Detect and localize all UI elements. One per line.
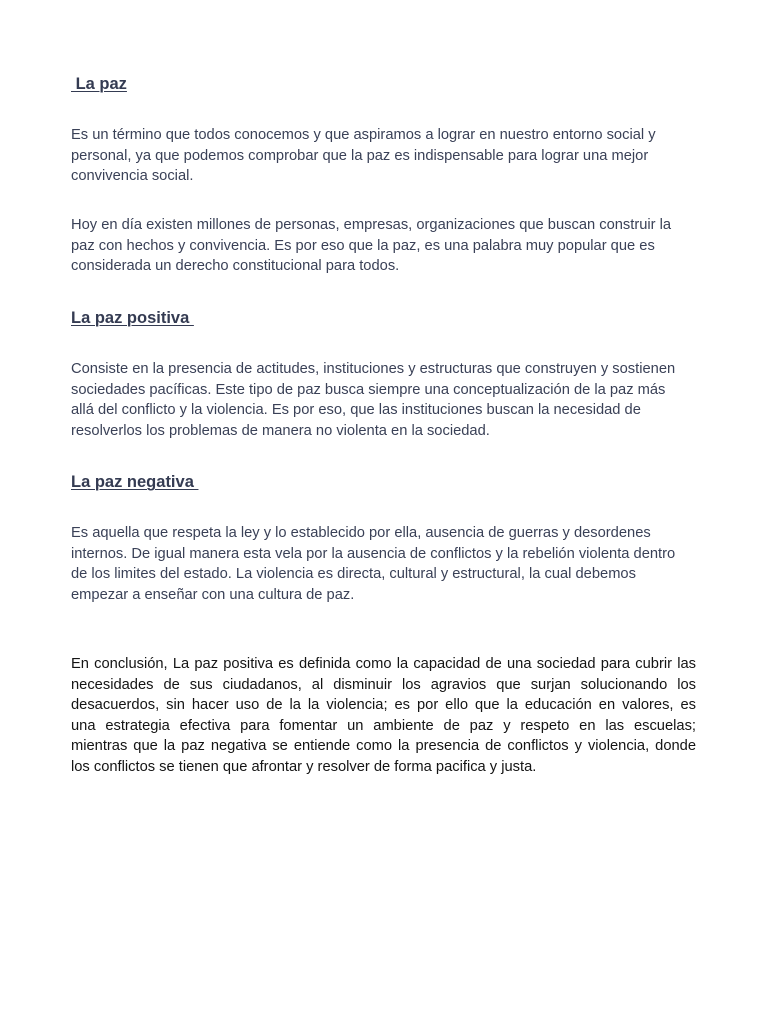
paragraph-la-paz-intro: Es un término que todos conocemos y que aspiramos a lograr en nuestro entorno social y personal, ya que podemos comprobar que la paz es indispensable para lograr una mejor convivencia social. [71, 127, 656, 184]
section-title-paz-positiva: La paz positiva [71, 309, 194, 327]
conclusion-line: una estrategia efectiva para fomentar un ambiente de paz y respeto en las escuelas; [71, 717, 696, 734]
conclusion-line: En conclusión, La paz positiva es definida como la capacidad de una sociedad para cubrir las [71, 656, 696, 672]
paragraph-paz-negativa: Es aquella que respeta la ley y lo establecido por ella, ausencia de guerras y desordenes internos. De igual manera esta vela por la ausencia de conflictos y la rebelión violenta dentro de los limites del estado. La violencia es directa, cultural y estructural, la cual debemos empezar a enseñar con una cultura de paz. [71, 525, 676, 603]
conclusion-line: mientras que la paz negativa se entiende como la presencia de conflictos y violencia, donde [71, 738, 696, 754]
paragraph-conclusion [71, 654, 696, 777]
conclusion-line: los conflictos se tienen que afrontar y resolver de forma pacifica y justa. [71, 758, 537, 775]
paragraph-paz-positiva: Consiste en la presencia de actitudes, instituciones y estructuras que construyen y sostienen sociedades pacíficas. Este tipo de paz busca siempre una conceptualización de la paz más allá del conflicto y la violencia. Es por eso, que las instituciones buscan la necesidad de resolverlos los problemas de manera no violenta en la sociedad. [71, 361, 676, 439]
section-title-paz-negativa: La paz negativa [71, 473, 199, 491]
section-title-la-paz: La paz [71, 75, 127, 93]
paragraph-la-paz-hoy: Hoy en día existen millones de personas, empresas, organizaciones que buscan construir la paz con hechos y convivencia. Es por eso que la paz, es una palabra muy popular que es considerada un derecho constitucional para todos. [71, 217, 672, 274]
conclusion-line: desacuerdos, sin hacer uso de la la violencia; es por ello que la educación en valores, es [71, 697, 696, 713]
conclusion-line: necesidades de sus ciudadanos, al disminuir los agravios que surjan solucionando los [71, 676, 696, 693]
